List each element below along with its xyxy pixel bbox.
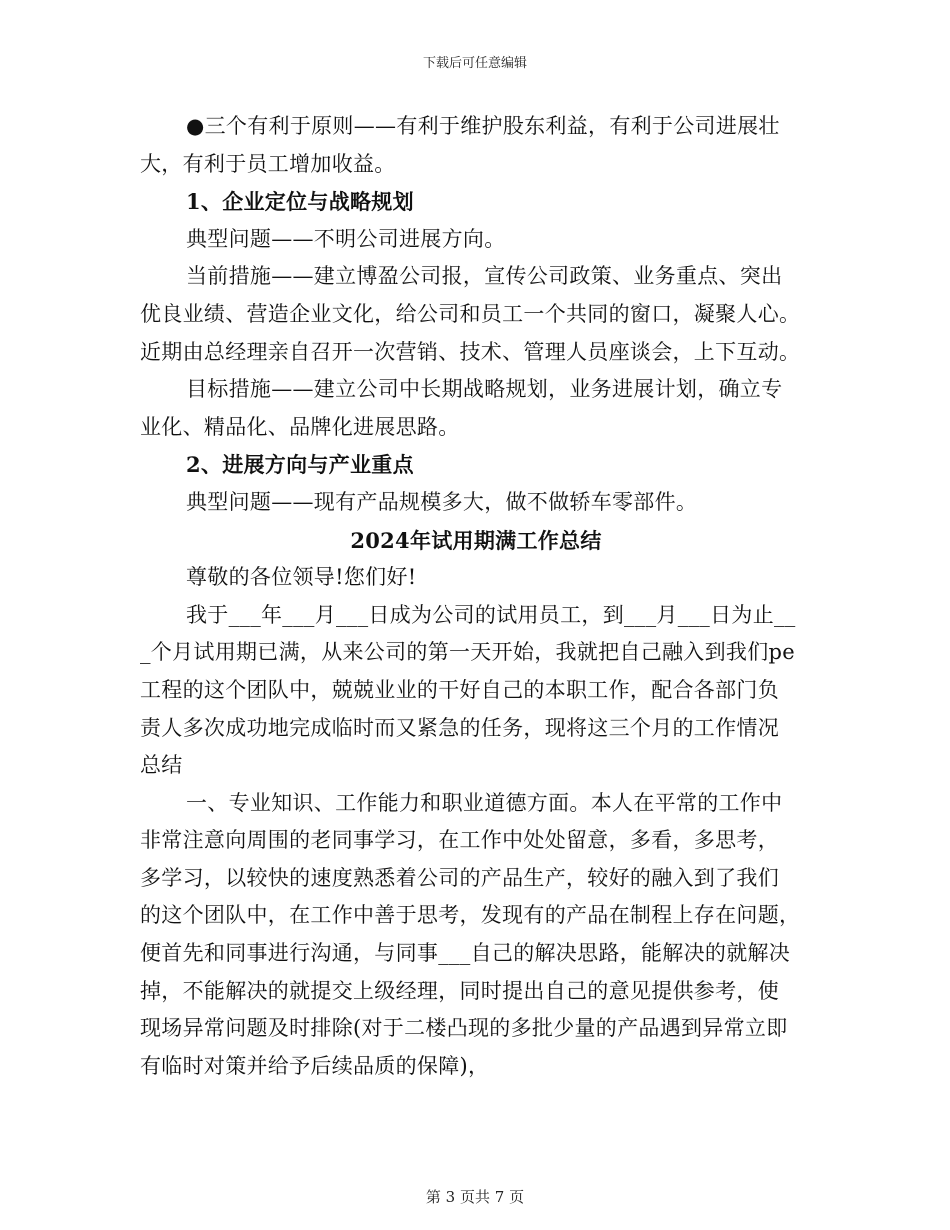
- paragraph-line: 大，有利于员工增加收益。: [140, 151, 396, 176]
- paragraph-line: ● 三个有利于原则——有利于维护股东利益，有利于公司进展壮: [140, 108, 812, 146]
- paragraph-line: 当前措施——建立博盈公司报，宣传公司政策、业务重点、突出: [186, 264, 783, 289]
- paragraph-line: 典型问题——现有产品规模多大，做不做轿车零部件。: [186, 489, 698, 514]
- paragraph-line: 一、专业知识、工作能力和职业道德方面。本人在平常的工作中: [186, 790, 783, 815]
- paragraph-line: 责人多次成功地完成临时而又紧急的任务，现将这三个月的工作情况: [140, 715, 779, 740]
- section-heading: 1、企业定位与战略规划: [186, 189, 414, 215]
- paragraph-line: 业化、精品化、品牌化进展思路。: [140, 414, 460, 439]
- paragraph-line: 近期由总经理亲自召开一次营销、技术、管理人员座谈会，上下互动。: [140, 339, 801, 364]
- paragraph-line: 现场异常问题及时排除(对于二楼凸现的多批少量的产品遇到异常立即: [140, 1016, 788, 1041]
- paragraph-line: 优良业绩、营造企业文化，给公司和员工一个共同的窗口，凝聚人心。: [140, 301, 801, 326]
- document-body: [140, 108, 812, 1085]
- paragraph-line: 掉，不能解决的就提交上级经理，同时提出自己的意见提供参考，使: [140, 978, 779, 1003]
- paragraph-line: 的这个团队中，在工作中善于思考，发现有的产品在制程上存在问题，: [140, 903, 801, 928]
- paragraph-line: 目标措施——建立公司中长期战略规划，业务进展计划，确立专: [186, 377, 783, 402]
- salutation: 尊敬的各位领导!您们好!: [186, 565, 417, 590]
- paragraph-line: _个月试用期已满，从来公司的第一天开始，我就把自己融入到我们pe: [140, 640, 795, 665]
- paragraph-line: 总结: [140, 753, 183, 778]
- page-header: 下载后可任意编辑: [422, 56, 527, 71]
- paragraph-line: 工程的这个团队中，兢兢业业的干好自己的本职工作，配合各部门负: [140, 677, 779, 702]
- paragraph-line: 多学习，以较快的速度熟悉着公司的产品生产，较好的融入到了我们: [140, 865, 779, 890]
- paragraph-line: 典型问题——不明公司进展方向。: [186, 226, 506, 251]
- paragraph-line: 有临时对策并给予后续品质的保障)，: [140, 1053, 490, 1078]
- page-footer: 第 3 页共 7 页: [425, 1188, 525, 1206]
- document-title: 2024年试用期满工作总结: [350, 527, 602, 553]
- paragraph-line: 我于___年___月___日成为公司的试用员工，到___月___日为止__: [186, 602, 796, 627]
- section-heading: 2、进展方向与产业重点: [186, 452, 414, 478]
- paragraph-line: 便首先和同事进行沟通，与同事___自己的解决思路，能解决的就解决: [140, 941, 791, 966]
- paragraph-line: 非常注意向周围的老同事学习，在工作中处处留意，多看，多思考，: [140, 828, 779, 853]
